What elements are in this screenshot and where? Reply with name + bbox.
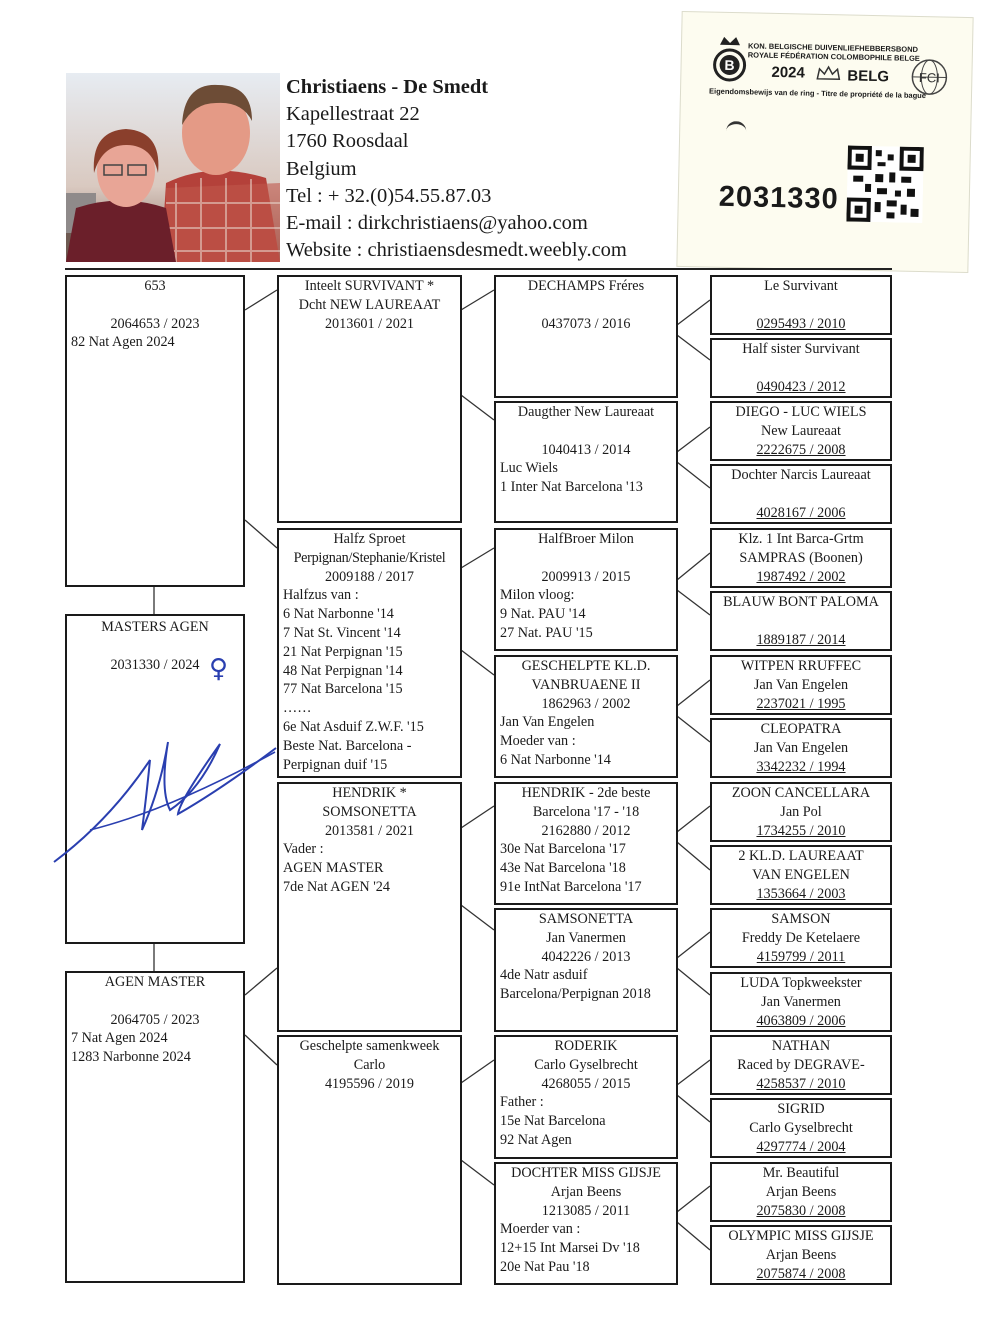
svg-text:FCI: FCI xyxy=(918,69,941,86)
gen4-box-9 xyxy=(710,782,892,842)
gen2-2-info-10: Perpignan duif '15 xyxy=(283,756,388,773)
gen3-6-info-1: 4de Natr asduif xyxy=(500,967,588,984)
gen3-4-info-1: Jan Van Engelen xyxy=(500,714,595,731)
gen2-2-info-6: 77 Nat Barcelona '15 xyxy=(283,681,403,698)
gen4-14-name: SIGRID xyxy=(777,1101,825,1117)
gen4-4-spacer xyxy=(712,485,890,504)
svg-text:B: B xyxy=(724,56,735,74)
gen2-box-4 xyxy=(277,1035,462,1285)
gen4-box-4 xyxy=(710,464,892,524)
sire-ring: 2064653 / 2023 xyxy=(110,315,200,332)
gen4-box-6 xyxy=(710,591,892,651)
gen2-2-ring: 2009188 / 2017 xyxy=(324,568,415,585)
sire-result: 82 Nat Agen 2024 xyxy=(71,334,175,351)
gen3-7-name: RODERIK xyxy=(554,1038,618,1054)
gen2-1-name: Inteelt SURVIVANT * xyxy=(304,278,435,294)
gen3-3-info-2: 9 Nat. PAU '14 xyxy=(500,606,586,623)
gen3-3-spacer xyxy=(496,549,676,568)
gen4-10-ring: 1353664 / 2003 xyxy=(756,885,846,902)
gen4-13-ring: 4258537 / 2010 xyxy=(756,1075,846,1092)
gen2-4-name: Geschelpte samenkweek xyxy=(299,1038,440,1054)
card-org-fr: ROYALE FÉDÉRATION COLOMBOPHILE BELGE xyxy=(747,50,920,63)
card-year: 2024 xyxy=(771,63,805,82)
owner-street: Kapellestraat 22 xyxy=(286,103,420,126)
gen4-7-note: Jan Van Engelen xyxy=(753,676,849,693)
gen4-2-ring: 0490423 / 2012 xyxy=(756,378,846,395)
gen3-4-ring: 1862963 / 2002 xyxy=(541,695,631,712)
gen3-4-info-2: Moeder van : xyxy=(500,733,576,750)
gen3-8-ring: 1213085 / 2011 xyxy=(541,1202,631,1219)
gen4-16-note: Arjan Beens xyxy=(765,1246,837,1263)
gen2-2-info-5: 48 Nat Perpignan '14 xyxy=(283,662,403,679)
gen4-13-note: Raced by DEGRAVE- xyxy=(737,1056,865,1073)
gen3-3-info-3: 27 Nat. PAU '15 xyxy=(500,624,593,641)
gen3-2-info-1: Luc Wiels xyxy=(500,460,558,477)
gen3-5-info-3: 91e IntNat Barcelona '17 xyxy=(500,878,642,895)
gen4-3-name: DIEGO - LUC WIELS xyxy=(735,404,867,420)
gen4-7-name: WITPEN RRUFFEC xyxy=(740,658,862,674)
gen3-5-ring: 2162880 / 2012 xyxy=(541,822,631,839)
gen3-6-note: Jan Vanermen xyxy=(546,929,626,946)
owner-city: 1760 Roosdaal xyxy=(286,130,409,153)
gen4-box-13 xyxy=(710,1035,892,1095)
sex-mark: ♀ xyxy=(209,654,229,684)
gen4-16-name: OLYMPIC MISS GIJSJE xyxy=(728,1228,874,1244)
gen3-1-name: DECHAMPS Fréres xyxy=(527,278,645,294)
gen3-7-info-2: 15e Nat Barcelona xyxy=(500,1113,606,1130)
gen3-2-spacer xyxy=(496,422,676,441)
gen4-box-2 xyxy=(710,338,892,398)
gen4-8-ring: 3342232 / 1994 xyxy=(756,758,846,775)
gen4-4-ring: 4028167 / 2006 xyxy=(756,504,846,521)
gen4-11-ring: 4159799 / 2011 xyxy=(756,948,846,965)
gen2-2-info-7: …… xyxy=(283,700,312,717)
gen2-2-info-4: 21 Nat Perpignan '15 xyxy=(283,643,403,660)
gen3-box-6 xyxy=(494,908,678,1032)
dam-ring: 2064705 / 2023 xyxy=(110,1011,200,1028)
gen2-3-info-1: Vader : xyxy=(283,841,324,858)
gen4-3-ring: 2222675 / 2008 xyxy=(756,441,846,458)
gen4-box-15 xyxy=(710,1162,892,1222)
gen4-8-note: Jan Van Engelen xyxy=(753,739,849,756)
gen2-box-1 xyxy=(277,275,462,523)
gen4-11-note: Freddy De Ketelaere xyxy=(741,929,861,946)
gen4-box-5 xyxy=(710,528,892,588)
dam-name: AGEN MASTER xyxy=(104,974,206,990)
owner-tel: Tel : + 32.(0)54.55.87.03 xyxy=(286,184,492,207)
owner-website: Website : christiaensdesmedt.weebly.com xyxy=(286,239,627,262)
subject-spacer xyxy=(67,637,243,656)
gen4-box-14 xyxy=(710,1098,892,1158)
gen3-box-4 xyxy=(494,655,678,778)
gen3-8-note: Arjan Beens xyxy=(550,1183,622,1200)
gen4-1-ring: 0295493 / 2010 xyxy=(756,315,846,332)
gen4-15-ring: 2075830 / 2008 xyxy=(756,1202,846,1219)
gen4-7-ring: 2237021 / 1995 xyxy=(756,695,846,712)
gen2-1-ring: 2013601 / 2021 xyxy=(324,315,415,332)
gen2-box-3 xyxy=(277,782,462,1032)
gen3-1-spacer xyxy=(496,296,676,315)
gen3-7-ring: 4268055 / 2015 xyxy=(541,1075,631,1092)
gen3-2-ring: 1040413 / 2014 xyxy=(541,441,631,458)
gen3-3-name: HalfBroer Milon xyxy=(538,531,634,547)
gen2-1-note: Dcht NEW LAUREAAT xyxy=(298,296,441,313)
gen2-3-name: HENDRIK * xyxy=(332,785,407,801)
gen4-15-note: Arjan Beens xyxy=(765,1183,837,1200)
gen3-4-name: GESCHELPTE KL.D. xyxy=(521,658,651,674)
gen2-3-note: SOMSONETTA xyxy=(322,803,417,820)
gen3-5-info-2: 43e Nat Barcelona '18 xyxy=(500,860,626,877)
gen3-8-info-2: 12+15 Int Marsei Dv '18 xyxy=(500,1240,640,1257)
card-org-nl: KON. BELGISCHE DUIVENLIEFHEBBERSBOND xyxy=(747,41,919,54)
sire-box xyxy=(65,275,245,587)
gen2-4-ring: 4195596 / 2019 xyxy=(324,1075,415,1092)
gen4-3-note: New Laureaat xyxy=(761,422,841,439)
gen2-box-2 xyxy=(277,528,462,778)
gen2-2-info-2: 6 Nat Narbonne '14 xyxy=(283,606,394,623)
sire-spacer xyxy=(67,296,243,315)
gen4-9-note: Jan Pol xyxy=(780,803,822,820)
gen4-14-ring: 4297774 / 2004 xyxy=(756,1138,846,1155)
gen4-5-name: Klz. 1 Int Barca-Grtm xyxy=(738,531,864,547)
gen3-7-info-1: Father : xyxy=(500,1094,544,1111)
gen2-2-name: Halfz Sproet xyxy=(333,531,406,547)
gen4-box-12 xyxy=(710,972,892,1032)
gen3-4-note: VANBRUAENE II xyxy=(531,676,641,693)
gen2-4-note: Carlo xyxy=(353,1056,386,1073)
gen2-2-info-8: 6e Nat Asduif Z.W.F. '15 xyxy=(283,718,424,735)
gen4-10-name: 2 KL.D. LAUREAAT xyxy=(738,848,864,864)
gen3-box-2 xyxy=(494,401,678,523)
gen4-2-name: Half sister Survivant xyxy=(742,341,860,357)
gen4-11-name: SAMSON xyxy=(771,911,831,927)
gen3-5-info-1: 30e Nat Barcelona '17 xyxy=(500,841,626,858)
gen3-8-name: DOCHTER MISS GIJSJE xyxy=(511,1165,661,1181)
gen4-6-spacer xyxy=(712,612,890,631)
dam-box xyxy=(65,971,245,1283)
gen3-box-5 xyxy=(494,782,678,905)
gen4-14-note: Carlo Gyselbrecht xyxy=(749,1119,853,1136)
gen2-2-info-9: Beste Nat. Barcelona - xyxy=(283,737,412,754)
owner-name: Christiaens - De Smedt xyxy=(286,76,489,98)
gen4-box-7 xyxy=(710,655,892,715)
gen4-6-ring: 1889187 / 2014 xyxy=(756,631,846,648)
gen4-box-16 xyxy=(710,1225,892,1285)
card-ring-number: 2031330 xyxy=(718,180,840,216)
dam-spacer xyxy=(67,992,243,1011)
gen4-9-name: ZOON CANCELLARA xyxy=(731,785,871,801)
sire-name: 653 xyxy=(144,278,166,294)
gen2-2-info-1: Halfzus van : xyxy=(283,587,359,604)
dam-result-2: 1283 Narbonne 2024 xyxy=(71,1049,191,1066)
owner-country: Belgium xyxy=(286,157,357,180)
gen3-8-info-3: 20e Nat Pau '18 xyxy=(500,1258,590,1275)
gen3-box-1 xyxy=(494,275,678,398)
gen3-box-8 xyxy=(494,1162,678,1285)
gen4-1-spacer xyxy=(712,296,890,315)
card-title: Eigendomsbewijs van de ring - Titre de propriété de la bague xyxy=(708,86,927,101)
gen2-2-info-3: 7 Nat St. Vincent '14 xyxy=(283,624,401,641)
dam-result-1: 7 Nat Agen 2024 xyxy=(71,1030,168,1047)
gen4-13-name: NATHAN xyxy=(771,1038,831,1054)
gen3-7-note: Carlo Gyselbrecht xyxy=(534,1056,638,1073)
gen4-16-ring: 2075874 / 2008 xyxy=(756,1265,846,1282)
gen4-8-name: CLEOPATRA xyxy=(760,721,842,737)
gen2-3-info-2: AGEN MASTER xyxy=(283,860,384,877)
gen3-4-info-3: 6 Nat Narbonne '14 xyxy=(500,751,611,768)
gen3-7-info-3: 92 Nat Agen xyxy=(500,1131,572,1148)
gen4-10-note: VAN ENGELEN xyxy=(752,866,850,883)
gen3-1-ring: 0437073 / 2016 xyxy=(541,315,631,332)
gen4-box-1 xyxy=(710,275,892,335)
subject-name: MASTERS AGEN xyxy=(101,619,209,635)
gen2-2-note: Perpignan/Stephanie/Kristel xyxy=(293,549,446,566)
gen4-box-10 xyxy=(710,845,892,905)
gen3-5-note: Barcelona '17 - '18 xyxy=(532,803,640,820)
gen4-12-note: Jan Vanermen xyxy=(761,993,841,1010)
gen4-5-note: SAMPRAS (Boonen) xyxy=(739,549,863,566)
gen4-box-3 xyxy=(710,401,892,461)
gen3-8-info-1: Moerder van : xyxy=(500,1221,581,1238)
gen3-6-ring: 4042226 / 2013 xyxy=(541,948,631,965)
gen4-12-name: LUDA Topkweekster xyxy=(740,975,862,991)
gen3-6-info-2: Barcelona/Perpignan 2018 xyxy=(500,986,651,1003)
gen4-4-name: Dochter Narcis Laureaat xyxy=(731,467,871,483)
gen3-3-info-1: Milon vloog: xyxy=(500,587,575,604)
gen4-6-name: BLAUW BONT PALOMA xyxy=(723,594,879,610)
gen4-1-name: Le Survivant xyxy=(764,278,838,294)
gen3-box-3 xyxy=(494,528,678,651)
gen4-12-ring: 4063809 / 2006 xyxy=(756,1012,846,1029)
gen4-9-ring: 1734255 / 2010 xyxy=(756,822,846,839)
gen2-3-ring: 2013581 / 2021 xyxy=(324,822,415,839)
gen4-5-ring: 1987492 / 2002 xyxy=(756,568,846,585)
card-country: BELG xyxy=(847,67,890,86)
gen3-6-name: SAMSONETTA xyxy=(538,911,634,927)
subject-ring: 2031330 / 2024 xyxy=(110,656,200,673)
gen3-2-name: Daugther New Laureaat xyxy=(517,404,655,420)
gen2-3-info-3: 7de Nat AGEN '24 xyxy=(283,878,390,895)
gen3-5-name: HENDRIK - 2de beste xyxy=(521,785,651,801)
gen3-2-info-2: 1 Inter Nat Barcelona '13 xyxy=(500,479,643,496)
gen4-15-name: Mr. Beautiful xyxy=(762,1165,840,1181)
gen3-box-7 xyxy=(494,1035,678,1159)
gen3-3-ring: 2009913 / 2015 xyxy=(541,568,631,585)
gen4-box-8 xyxy=(710,718,892,778)
gen4-box-11 xyxy=(710,908,892,968)
owner-email: E-mail : dirkchristiaens@yahoo.com xyxy=(286,212,588,235)
gen4-2-spacer xyxy=(712,359,890,378)
signature xyxy=(50,730,280,870)
